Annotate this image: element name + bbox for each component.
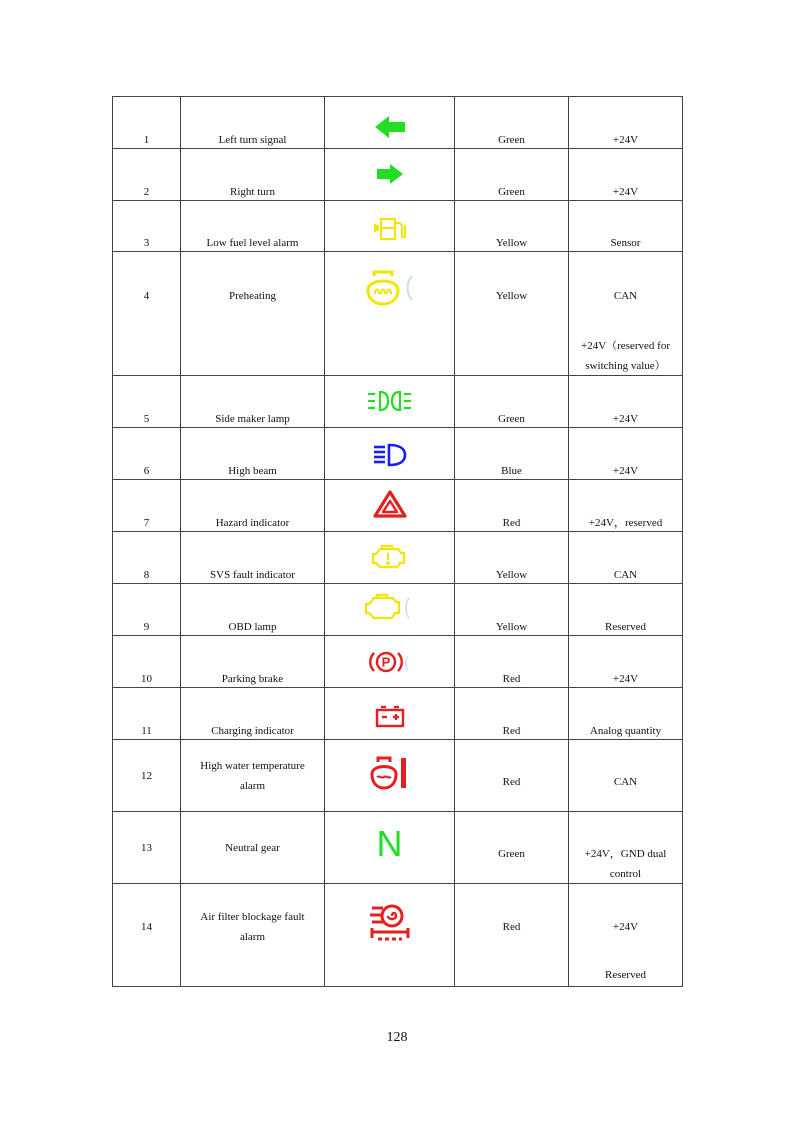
table-row [113, 636, 683, 688]
signal-type: +24V [569, 97, 683, 149]
signal-type: +24V [569, 376, 683, 428]
indicator-color: Red [455, 688, 569, 740]
signal-type: +24V [569, 636, 683, 688]
signal-type: +24V [569, 149, 683, 201]
signal-type: CAN [569, 532, 683, 584]
table-row [113, 584, 683, 636]
indicator-symbol [325, 884, 455, 987]
row-number: 3 [113, 201, 181, 252]
indicator-name: Neutral gear [181, 812, 325, 884]
row-number: 10 [113, 636, 181, 688]
battery-icon [325, 704, 454, 728]
indicator-color: Red [455, 480, 569, 532]
svg-text:P: P [381, 654, 390, 670]
indicator-symbol [325, 740, 455, 812]
row-number: 1 [113, 97, 181, 149]
indicator-symbol [325, 376, 455, 428]
row-number: 6 [113, 428, 181, 480]
fuel-pump-icon [325, 215, 454, 243]
indicator-name: Charging indicator [181, 688, 325, 740]
indicator-symbol [325, 584, 455, 636]
indicator-color: Yellow [455, 201, 569, 252]
parking-brake-icon [325, 648, 454, 676]
indicator-name: OBD lamp [181, 584, 325, 636]
row-number: 9 [113, 584, 181, 636]
svs-engine-icon [325, 544, 454, 570]
indicator-name: Right turn [181, 149, 325, 201]
indicator-name: Side maker lamp [181, 376, 325, 428]
row-number: 7 [113, 480, 181, 532]
indicator-symbol [325, 532, 455, 584]
indicator-symbol [325, 201, 455, 252]
indicator-color: Yellow [455, 532, 569, 584]
hazard-triangle-icon [325, 490, 454, 518]
signal-note: +24V（reserved for switching value） [581, 340, 670, 372]
right-arrow-icon [325, 163, 454, 185]
row-number: 11 [113, 688, 181, 740]
table-row [113, 884, 683, 987]
signal-type: +24V [569, 428, 683, 480]
indicator-symbol [325, 97, 455, 149]
row-number: 14 [113, 884, 181, 987]
signal-type: +24V，GND dual control [569, 812, 683, 884]
indicator-color: Red [455, 636, 569, 688]
indicator-table [112, 96, 683, 987]
indicator-name: Left turn signal [181, 97, 325, 149]
indicator-symbol [325, 812, 455, 884]
indicator-color: Blue [455, 428, 569, 480]
table-row [113, 376, 683, 428]
obd-engine-icon [325, 592, 454, 622]
row-number: 8 [113, 532, 181, 584]
indicator-symbol [325, 636, 455, 688]
indicator-symbol [325, 252, 455, 376]
left-arrow-icon [325, 115, 454, 139]
row-number: 4 [113, 252, 181, 376]
signal-type: Analog quantity [569, 688, 683, 740]
row-number: 5 [113, 376, 181, 428]
indicator-color: Red [455, 740, 569, 812]
signal-type: +24V Reserved [569, 884, 683, 987]
indicator-name: Air filter blockage fault alarm [181, 884, 325, 987]
indicator-color: Yellow [455, 584, 569, 636]
signal-type: CAN +24V（reserved for switching value） [569, 252, 683, 376]
indicator-color: Green [455, 812, 569, 884]
side-marker-lamp-icon [325, 388, 454, 414]
table-row [113, 740, 683, 812]
table-row [113, 149, 683, 201]
neutral-n-icon: N [376, 823, 403, 864]
row-number: 2 [113, 149, 181, 201]
indicator-name: SVS fault indicator [181, 532, 325, 584]
row-number: 13 [113, 812, 181, 884]
air-filter-icon [325, 898, 454, 946]
table-row [113, 532, 683, 584]
signal-type: Sensor [569, 201, 683, 252]
indicator-name: Hazard indicator [181, 480, 325, 532]
indicator-name: High beam [181, 428, 325, 480]
indicator-color: Yellow [455, 252, 569, 376]
indicator-color: Red [455, 884, 569, 987]
table-row [113, 428, 683, 480]
page-number: 128 [386, 1030, 408, 1045]
indicator-color: Green [455, 97, 569, 149]
row-number: 12 [113, 740, 181, 812]
table-row [113, 480, 683, 532]
table-row [113, 201, 683, 252]
indicator-color: Green [455, 376, 569, 428]
signal-type: CAN [569, 740, 683, 812]
indicator-name: Preheating [181, 252, 325, 376]
table-row [113, 97, 683, 149]
indicator-symbol [325, 688, 455, 740]
signal-type: Reserved [569, 584, 683, 636]
indicator-symbol [325, 149, 455, 201]
table-row [113, 812, 683, 884]
table-row [113, 688, 683, 740]
indicator-name: Low fuel level alarm [181, 201, 325, 252]
indicator-name: High water temperature alarm [181, 740, 325, 812]
preheat-coil-icon [325, 266, 454, 310]
high-beam-icon [325, 442, 454, 468]
signal-note: Reserved [605, 969, 646, 981]
indicator-name: Parking brake [181, 636, 325, 688]
indicator-color: Green [455, 149, 569, 201]
indicator-symbol [325, 480, 455, 532]
indicator-symbol [325, 428, 455, 480]
table-row [113, 252, 683, 376]
water-temp-icon [325, 754, 454, 794]
signal-type: +24V，reserved [569, 480, 683, 532]
